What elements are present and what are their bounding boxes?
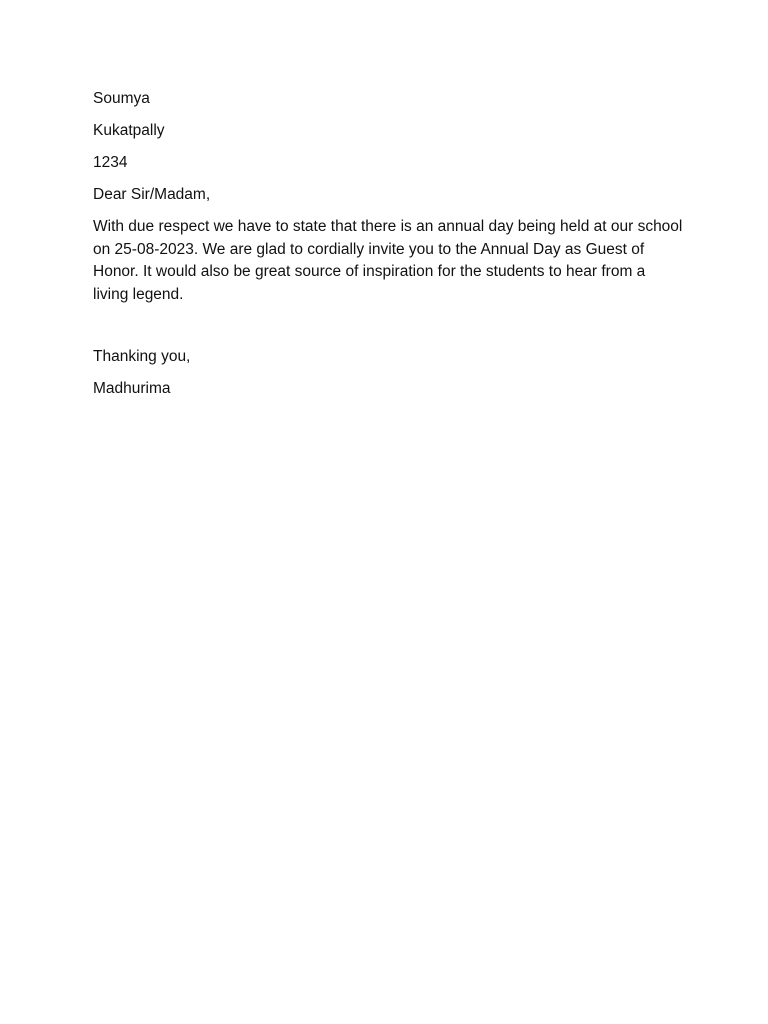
sender-code: 1234 [93,154,128,171]
sender-name: Soumya [93,90,150,107]
salutation: Dear Sir/Madam, [93,186,211,203]
signature: Madhurima [93,380,171,397]
letter [93,88,683,410]
letter-body: With due respect we have to state that there is an annual day being held at our school on 25-08-2023. We are glad to cordially invite you to the Annual Day as Guest of Honor. It would also be great source of inspiration for the students to hear from a living legend. [93,218,683,303]
closing: Thanking you, [93,348,191,365]
sender-address: Kukatpally [93,122,165,139]
